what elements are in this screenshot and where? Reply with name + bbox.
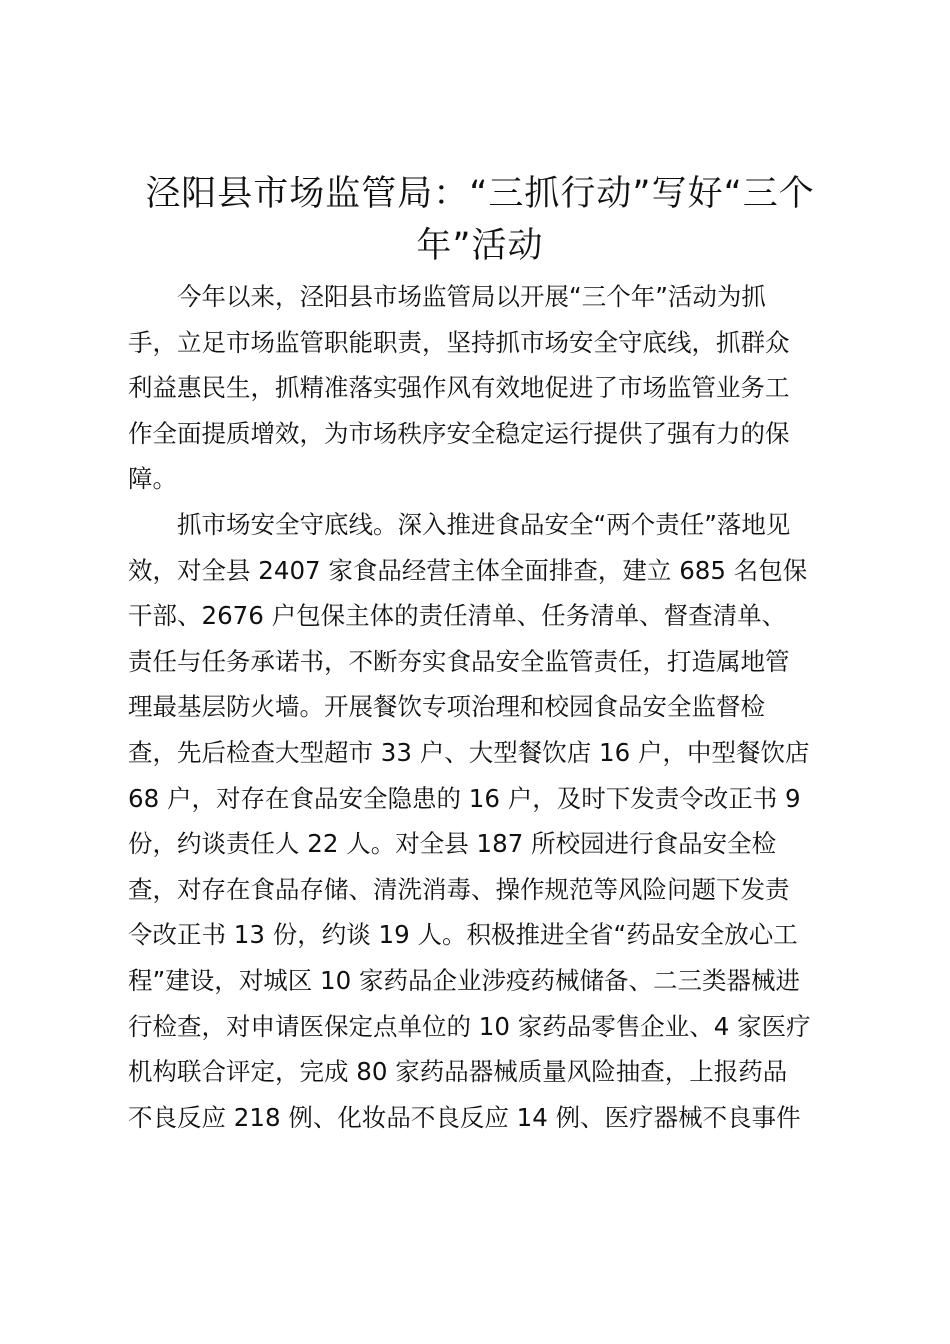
paragraph-line: 利益惠民生，抓精准落实强作风有效地促进了市场监管业务工 [128,373,790,403]
paragraph-line: 障。 [128,464,177,494]
title-line-1: 泾阳县市场监管局：“三抓行动”写好“三个 [145,174,815,214]
paragraph-line: 干部、2676 户包保主体的责任清单、任务清单、督查清单、 [128,601,787,631]
paragraph-line: 查，对存在食品存储、清洗消毒、操作规范等风险问题下发责 [128,874,790,904]
paragraph-line: 抓市场安全守底线。深入推进食品安全“两个责任”落地见 [177,509,791,539]
paragraph-1 [128,274,838,502]
document-title [110,168,850,272]
paragraph-line: 效，对全县 2407 家食品经营主体全面排查，建立 685 名包保 [128,555,808,585]
document-body [128,274,838,1140]
paragraph-line: 今年以来，泾阳县市场监管局以开展“三个年”活动为抓 [177,282,766,311]
paragraph-line: 不良反应 218 例、化妆品不良反应 14 例、医疗器械不良事件 [128,1102,801,1132]
paragraph-line: 责任与任务承诺书，不断夯实食品安全监管责任，打造属地管 [128,646,790,676]
paragraph-2 [128,502,838,1140]
paragraph-line: 手，立足市场监管职能职责，坚持抓市场安全守底线，抓群众 [128,327,790,357]
paragraph-line: 查，先后检查大型超市 33 户、大型餐饮店 16 户，中型餐饮店 [128,737,810,767]
paragraph-line: 作全面提质增效，为市场秩序安全稳定运行提供了强有力的保 [128,418,790,448]
paragraph-line: 68 户，对存在食品安全隐患的 16 户，及时下发责令改正书 9 [128,783,801,813]
paragraph-line: 份，约谈责任人 22 人。对全县 187 所校园进行食品安全检 [128,829,777,859]
paragraph-line: 机构联合评定，完成 80 家药品器械质量风险抽查，上报药品 [128,1057,788,1087]
paragraph-line: 理最基层防火墙。开展餐饮专项治理和校园食品安全监督检 [128,692,765,722]
paragraph-line: 程”建设，对城区 10 家药品企业涉疫药械储备、二三类器械进 [128,965,800,995]
paragraph-line: 行检查，对申请医保定点单位的 10 家药品零售企业、4 家医疗 [128,1011,811,1041]
title-line-2: 年”活动 [416,226,544,266]
paragraph-line: 令改正书 13 份，约谈 19 人。积极推进全省“药品安全放心工 [128,920,798,950]
